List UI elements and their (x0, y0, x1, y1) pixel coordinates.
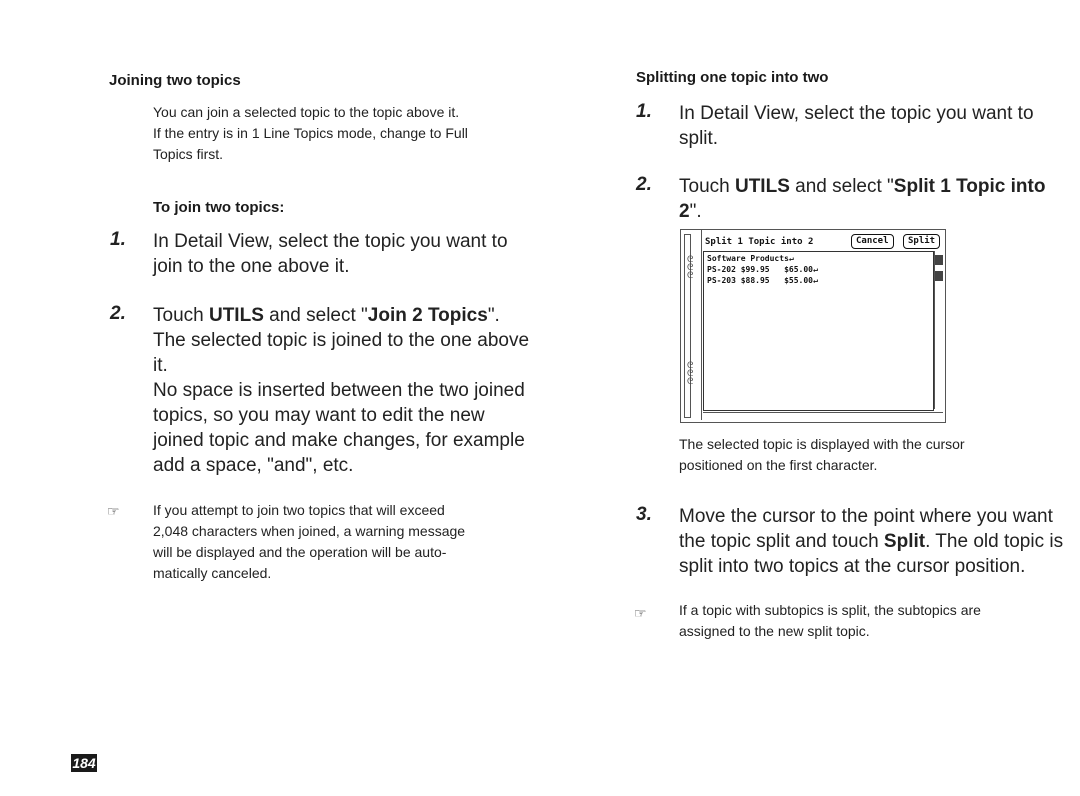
utils-label: UTILS (208, 305, 264, 326)
topic-edit-pane[interactable] (703, 251, 934, 411)
topic-line: PS-203 $88.95 $55.00↵ (707, 276, 818, 285)
split-step2-text: Touch UTILS and select "Split 1 Topic into 2". (679, 176, 1046, 222)
topic-line: Software Products↵ (707, 254, 794, 263)
spiral-ring-icon: ᘓ ᘓ ᘓ (687, 361, 694, 387)
page-number: 184 (72, 755, 96, 771)
join-note: If you attempt to join two topics that will exceed 2,048 characters when joined, a warning message will be displayed and the operation will be auto- matically canceled. (153, 502, 466, 581)
spiral-ring-icon: ᘓ ᘓ ᘓ (687, 255, 694, 281)
join-step1-text: In Detail View, select the topic you want to join to the one above it. (153, 231, 508, 277)
split-step3-number: 3. (636, 504, 652, 525)
split-topic-label: Split 1 Topic into (893, 176, 1046, 197)
note-hand-icon: ☞ (634, 605, 646, 621)
utils-label: UTILS (734, 176, 790, 197)
note-hand-icon: ☞ (107, 503, 119, 519)
split-step1-number: 1. (636, 101, 652, 122)
join-step2-number: 2. (110, 303, 126, 324)
scroll-up-icon[interactable] (935, 255, 943, 265)
section-heading-splitting: Splitting one topic into two (636, 69, 829, 86)
scroll-down-icon[interactable] (935, 271, 943, 281)
split-step2-number: 2. (636, 174, 652, 195)
split-note: If a topic with subtopics is split, the subtopics are assigned to the new split topic. (679, 602, 981, 639)
device-screen (680, 229, 946, 423)
join-step1-number: 1. (110, 229, 126, 250)
scrollbar[interactable] (934, 251, 943, 409)
section-heading-joining: Joining two topics (109, 72, 241, 89)
join-topics-label: Join 2 Topics (367, 305, 488, 326)
joining-intro: You can join a selected topic to the topic above it. If the entry is in 1 Line Topics mode, change to Full Topics first. (153, 104, 468, 162)
topic-line: PS-202 $99.95 $65.00↵ (707, 265, 818, 274)
screen-title: Split 1 Topic into 2 (705, 237, 814, 247)
split-step1-text: In Detail View, select the topic you want to split. (679, 103, 1034, 149)
join-step2-text: Touch UTILS and select "Join 2 Topics". The selected topic is joined to the one above it. No space is inserted between the two joined topics, so you may want to edit the new joined topic and make changes, for example add a space, "and", etc. (153, 305, 530, 476)
join-subheading: To join two topics: (153, 199, 285, 216)
split-label: Split (883, 531, 926, 552)
split-button[interactable]: Split (903, 234, 940, 249)
split-step3-text: Move the cursor to the point where you want the topic split and touch Split. The old topic is split into two topics at the cursor position. (679, 506, 1064, 577)
cancel-button[interactable]: Cancel (851, 234, 894, 249)
screen-caption: The selected topic is displayed with the cursor positioned on the first character. (679, 436, 965, 473)
